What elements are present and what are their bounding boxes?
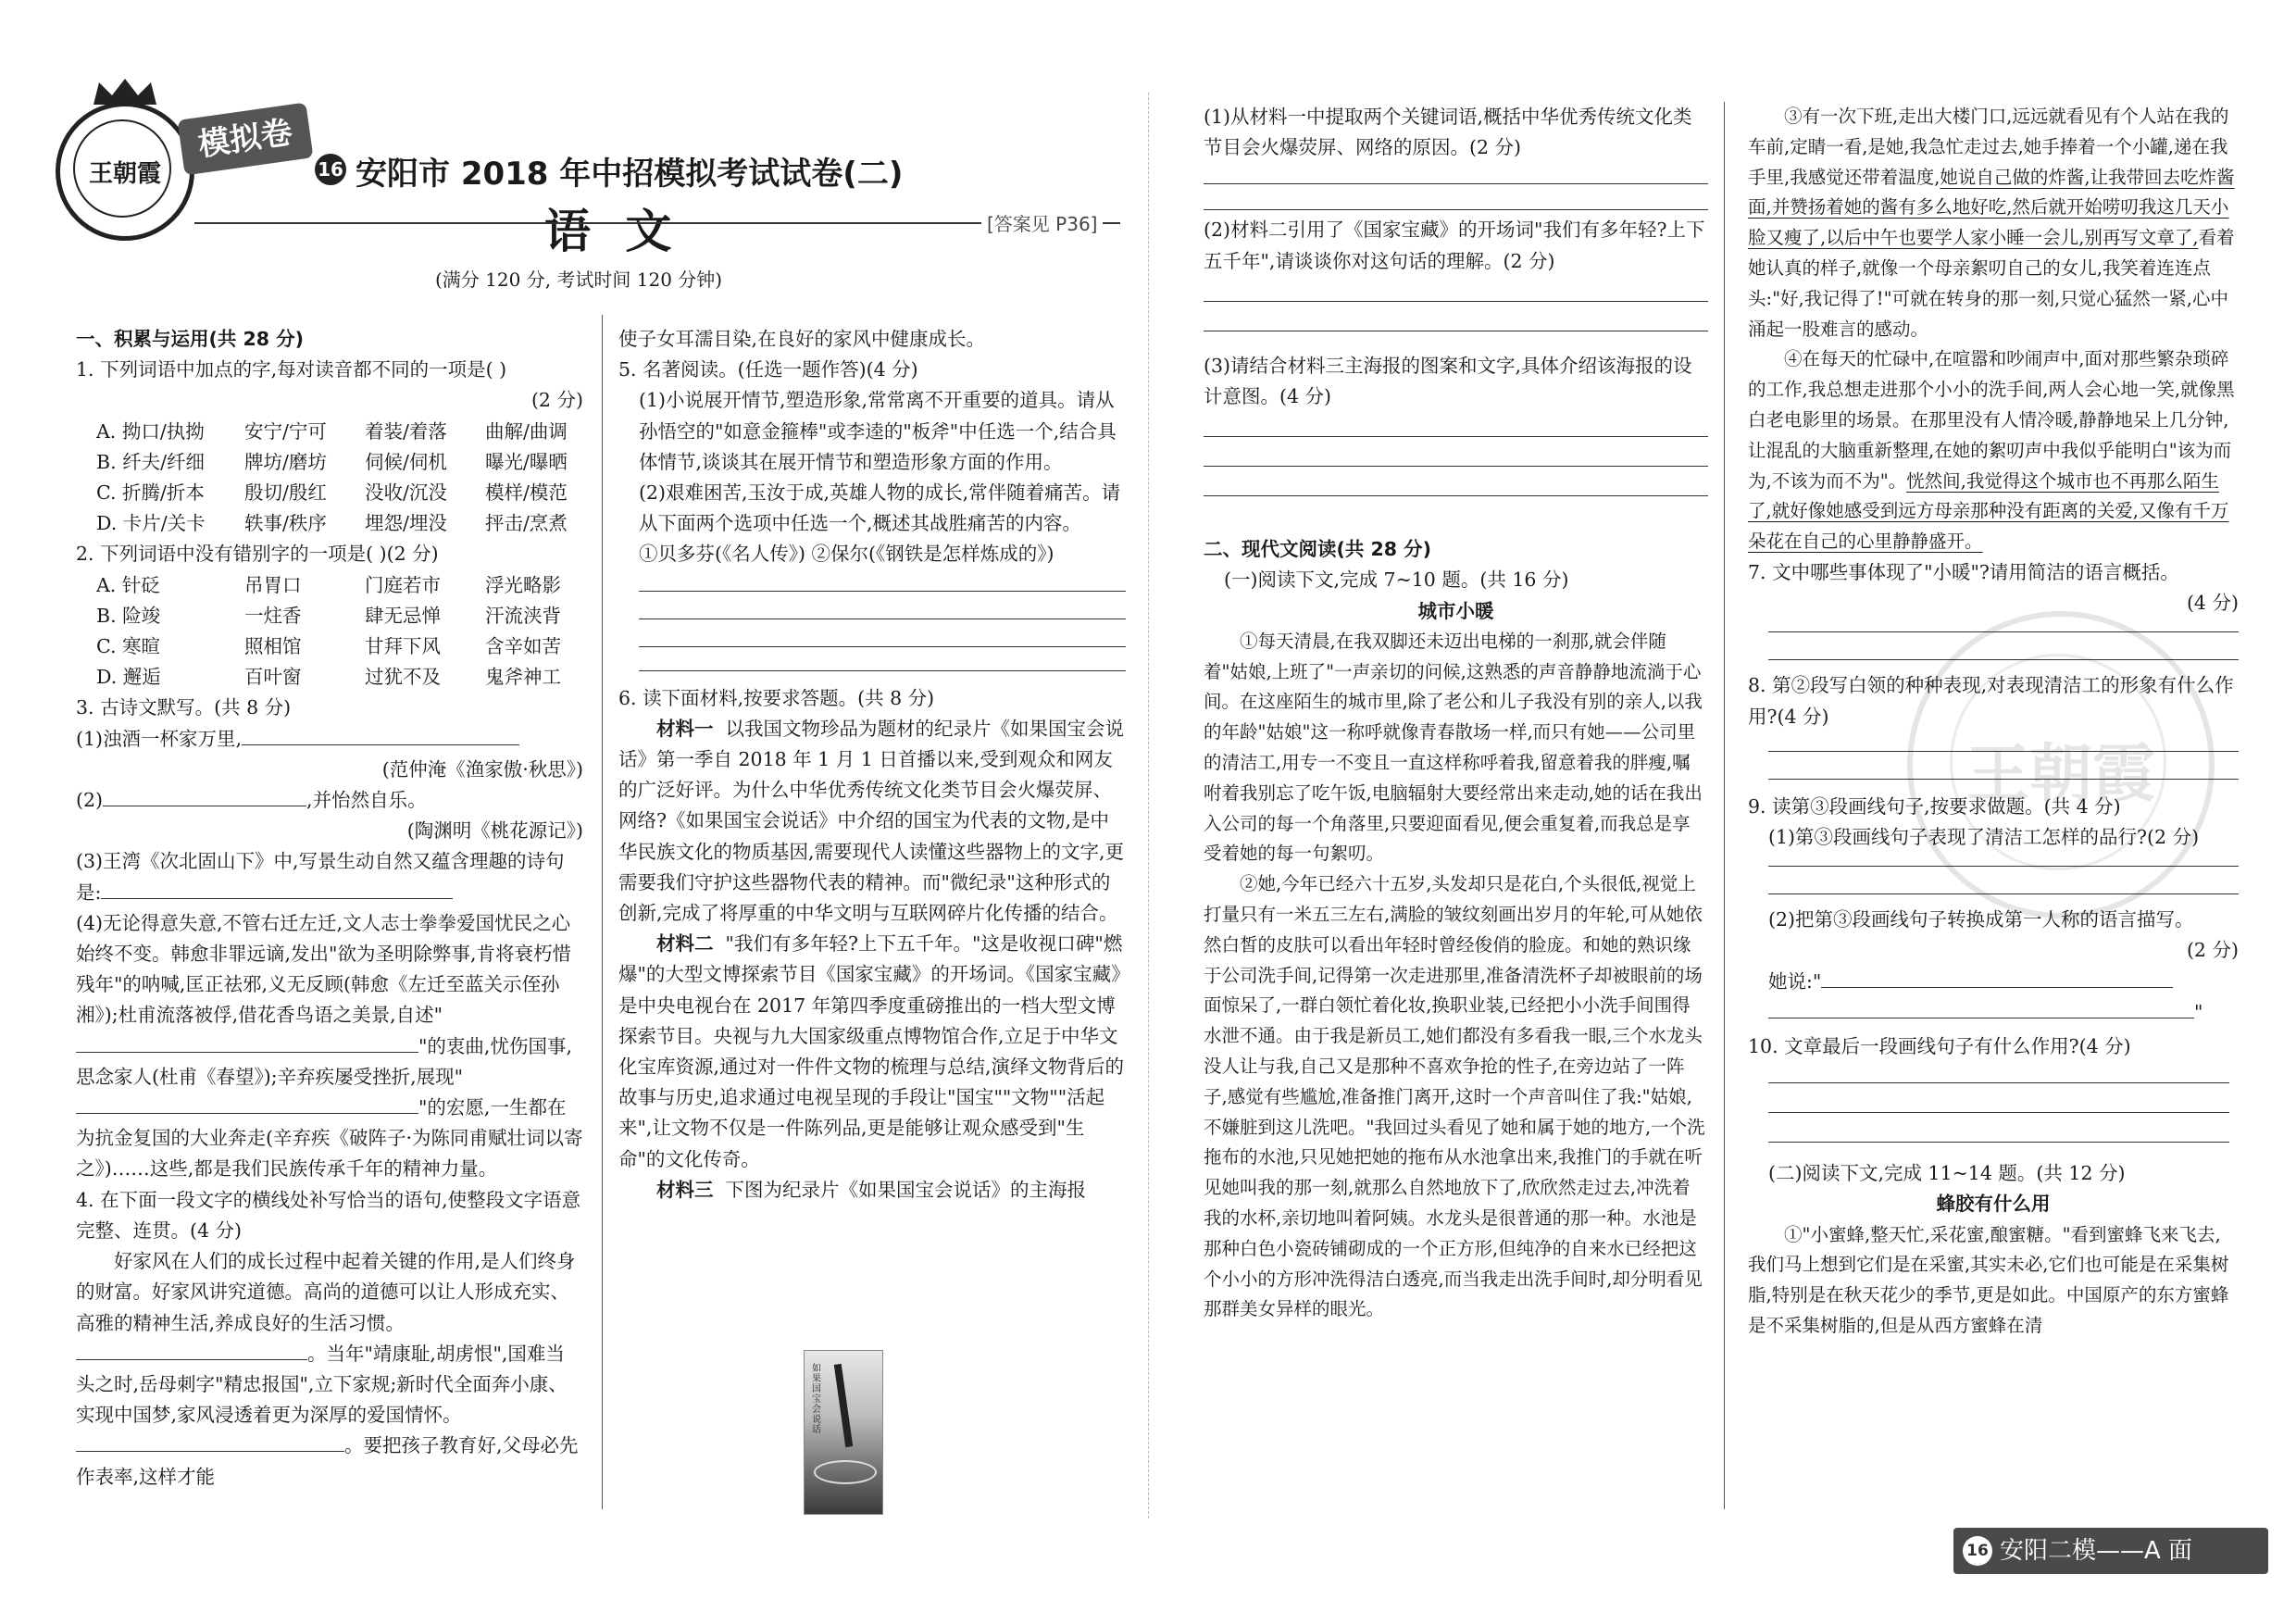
continued-text: 使子女耳濡目染,在良好的家风中健康成长。 <box>618 328 986 350</box>
column-3 <box>1204 102 1708 1325</box>
answer-reference: [答案见 P36] <box>981 209 1103 236</box>
question-5-1: (1)小说展开情节,塑造形象,常常离不开重要的道具。请从孙悟空的"如意金箍棒"或李逵的"板斧"中任选一个,结合具体情节,谈谈其在展开情节和塑造形象方面的作用。 <box>639 389 1117 473</box>
crown-icon <box>90 77 160 106</box>
section-heading: 一、积累与运用(共 28 分) <box>76 328 305 350</box>
question-9: 9. 读第③段画线句子,按要求做题。(共 4 分) <box>1748 794 2121 818</box>
question-3-4: (4)无论得意失意,不管右迁左迁,文人志士拳拳爱国忧民之心始终不变。韩愈非罪远谪,发出"欲为圣明除弊事,肯将衰朽惜残年"的呐喊,匡正祛邪,义无反顾(韩愈《左迁至蓝关示侄孙湘》);杜甫流落被俘,借花香鸟语之美景,自述""的衷曲,忧伤国事,思念家人(杜甫《春望》);辛弃疾屡受挫折,展现""的宏愿,一生都在为抗金复国的大业奔走(辛弃疾《破阵子·为陈同甫赋壮词以寄之》)……这些,都是我们民族传承千年的精神力量。 <box>76 911 583 1181</box>
article-title: 蜂胶有什么用 <box>1936 1193 2051 1216</box>
question-6-1: (1)从材料一中提取两个关键词语,概括中华优秀传统文化类节目会火爆荧屏、网络的原因。(2 分) <box>1204 106 1692 159</box>
watermark-text: 王朝霞 <box>1965 737 2155 811</box>
option-row: D. 邂逅 百叶窗 过犹不及 鬼斧神工 <box>96 666 561 689</box>
option-row: A. 拗口/执拗 安宁/宁可 着装/着落 曲解/曲调 <box>96 419 568 443</box>
documentary-poster <box>804 1350 883 1515</box>
paragraph-3: ③有一次下班,走出大楼门口,远远就看见有个人站在我的车前,定睛一看,是她,我急忙走过去,她手捧着一个小罐,递在我手里,我感觉还带着温度,她说自己做的炸酱,让我带回去吃炸酱面,并赞扬着她的酱有多么地好吃,然后就开始唠叨我这几天小脸又瘦了,以后中午也要学人家小睡一会儿,别再写文章了,看着她认真的样子,就像一个母亲絮叨自己的女儿,我笑着连连点头:"好,我记得了!"可就在转身的那一刻,只觉心猛然一紧,心中涌起一股难言的感动。 <box>1748 106 2235 340</box>
answer-lines[interactable] <box>618 570 1126 672</box>
answer-blank[interactable] <box>101 878 453 899</box>
answer-lines[interactable] <box>1748 732 2239 792</box>
question-3: 3. 古诗文默写。(共 8 分) <box>76 696 292 719</box>
question-9-2-answer: 她说:" <box>1748 967 2239 997</box>
question-10: 10. 文章最后一段画线句子有什么作用?(4 分) <box>1748 1034 2131 1057</box>
question-3-1: (1)浊酒一杯家万里, <box>76 724 583 755</box>
underlined-sentence: 她说自己做的炸酱,让我带回去吃炸酱面,并赞扬着她的酱有多么地好吃,然后就开始唠叨我这几天小脸又瘦了,以后中午也要学人家小睡一会儿,别再写文章了, <box>1748 166 2235 249</box>
answer-blank[interactable] <box>261 1431 344 1452</box>
question-7-score: (4 分) <box>2186 592 2239 615</box>
question-1: 1. 下列词语中加点的字,每对读音都不同的一项是( ) <box>76 358 507 381</box>
answer-blank[interactable] <box>298 1031 418 1053</box>
reading-2-intro: (二)阅读下文,完成 11~14 题。(共 12 分) <box>1768 1162 2126 1185</box>
option-row: D. 卡片/关卡 轶事/秩序 埋怨/埋没 抨击/烹煮 <box>96 512 568 535</box>
column-divider <box>1724 102 1725 1509</box>
mock-exam-badge: 模拟卷 <box>178 103 314 176</box>
answer-blank[interactable] <box>76 1339 307 1360</box>
question-5-2: (2)艰难困苦,玉汝于成,英雄人物的成长,常伴随着痛苦。请从下面两个选项中任选一个,概述其战胜痛苦的内容。 <box>639 481 1121 535</box>
logo-text: 王朝霞 <box>88 160 161 188</box>
column-4 <box>1748 102 2239 1342</box>
option-row: C. 折腾/折本 殷切/殷红 没收/沉没 模样/模范 <box>96 481 568 505</box>
option-row: B. 纤夫/纤细 牌坊/磨坊 伺候/伺机 曝光/曝晒 <box>96 450 568 473</box>
column-1 <box>76 324 583 1493</box>
question-9-2: (2)把第③段画线句子转换成第一人称的语言描写。 <box>1768 908 2194 931</box>
answer-blank[interactable] <box>242 724 519 745</box>
paragraph-1: ①每天清晨,在我双脚还未迈出电梯的一刹那,就会伴随着"姑娘,上班了"一声亲切的问候,这熟悉的声音静静地流淌于心间。在这座陌生的城市里,除了老公和儿子我没有别的亲人,以我的年龄"姑娘"这一称呼就像青春散场一样,而只有她——公司里的清洁工,用专一不变且一直这样称呼着我,留意着我的胖瘦,嘱咐着我别忘了吃午饭,电脑辐射大要经常出来走动,她的话在我出入公司的每一个角落里,只要迎面看见,便会重复着,而我总是享受着她的每一句絮叨。 <box>1204 630 1703 865</box>
question-5-2-options: ①贝多芬(《名人传》) ②保尔(《钢铁是怎样炼成的》) <box>639 543 1054 566</box>
option-row: A. 针砭 吊胃口 门庭若市 浮光略影 <box>96 573 561 596</box>
subject-title: 语 文 <box>544 205 681 258</box>
question-8: 8. 第②段写白领的种种表现,对表现清洁工的形象有什么作用?(4 分) <box>1748 674 2234 728</box>
answer-lines[interactable] <box>1204 163 1708 215</box>
question-3-2: (2) ,并怡然自乐。 <box>76 785 583 816</box>
logo-seal <box>56 102 194 241</box>
material-1: 材料一 以我国文物珍品为题材的纪录片《如果国宝会说话》第一季自 2018 年 1 月 1 日首播以来,受到观众和网友的广泛好评。为什么中华优秀传统文化类节目会火爆荧屏、网络?《如果国宝会说话》中介绍的国宝为代表的文物,是中华民族文化的物质基因,需要现代人读懂这些器物上的文字,更需要我们守护这些器物代表的精神。而"微纪录"这种形式的创新,完成了将厚重的中华文明与互联网碎片化传播的结合。 <box>618 717 1125 925</box>
question-7: 7. 文中哪些事体现了"小暖"?请用简洁的语言概括。 <box>1748 560 2179 583</box>
question-6-3: (3)请结合材料三主海报的图案和文字,具体介绍该海报的设计意图。(4 分) <box>1204 354 1692 408</box>
question-4-passage: 好家风在人们的成长过程中起着关键的作用,是人们终身的财富。好家风讲究道德。高尚的道德可以让人形成充实、高雅的精神生活,养成良好的生活习惯。。当年"靖康耻,胡虏恨",国难当头之时,岳母刺字"精忠报国",立下家规;新时代全面奔小康、实现中国梦,家风浸透着更为深厚的爱国情怀。。要把孩子教育好,父母必先作表率,这样才能 <box>76 1250 579 1488</box>
answer-blank[interactable] <box>103 785 306 806</box>
exam-number-badge: 16 <box>315 154 346 185</box>
poster-title: 如果国宝会说话 <box>812 1364 821 1435</box>
question-1-options <box>76 417 583 540</box>
answer-blank[interactable] <box>76 1093 298 1114</box>
column-divider <box>602 315 603 1509</box>
question-5: 5. 名著阅读。(任选一题作答)(4 分) <box>618 358 918 381</box>
paragraph-4: ④在每天的忙碌中,在喧嚣和吵闹声中,面对那些繁杂琐碎的工作,我总想走进那个小小的洗手间,两人会心地一笑,就像黑白老电影里的场景。在那里没有人情冷暖,静静地呆上几分钟,让混乱的大脑重新整理,在她的絮叨声中我似乎能明白"该为而为,不该为而不为"。恍然间,我觉得这个城市也不再那么陌生了,就好像她感受到远方母亲那种没有距离的关爱,又像有千万朵花在自己的心里静静盛开。 <box>1748 348 2235 553</box>
brush-icon <box>834 1364 853 1447</box>
question-9-2-score: (2 分) <box>2186 939 2239 962</box>
answer-lines[interactable] <box>1748 853 2239 905</box>
answer-lines[interactable] <box>1748 1062 2239 1155</box>
underlined-sentence: 恍然间,我觉得这个城市也不再那么陌生了,就好像她感受到远方母亲那种没有距离的关爱,又像有千万朵花在自己的心里静静盛开。 <box>1748 469 2229 553</box>
question-4: 4. 在下面一段文字的横线处补写恰当的语句,使整段文字语意完整、连贯。(4 分) <box>76 1188 581 1242</box>
answer-lines[interactable] <box>1204 277 1708 351</box>
option-row: B. 险竣 一炷香 肆无忌惮 汗流浃背 <box>96 604 561 627</box>
question-6: 6. 读下面材料,按要求答题。(共 8 分) <box>618 686 935 709</box>
question-2-options <box>76 570 583 694</box>
question-3-3: (3)王湾《次北固山下》中,写景生动自然又蕴含理趣的诗句是: <box>76 850 565 904</box>
exam-title: 安阳市 2018 年中招模拟考试试卷(二) <box>356 156 904 193</box>
page-footer <box>1953 1528 2268 1574</box>
answer-blank[interactable] <box>1821 967 2173 988</box>
question-9-1: (1)第③段画线句子表现了清洁工怎样的品行?(2 分) <box>1768 825 2200 848</box>
answer-blank[interactable] <box>1768 997 2194 1018</box>
question-2: 2. 下列词语中没有错别字的一项是( )(2 分) <box>76 543 439 566</box>
article-title: 城市小暖 <box>1417 599 1494 622</box>
answer-blank[interactable] <box>76 1031 298 1053</box>
footer-label: 安阳二模——A 面 <box>2000 1537 2193 1565</box>
option-row: C. 寒暄 照相馆 甘拜下风 含辛如苦 <box>96 635 561 658</box>
paragraph-2: ②她,今年已经六十五岁,头发却只是花白,个头很低,视觉上打量只有一米五三左右,满脸的皱纹刻画出岁月的年轮,可从她依然白皙的皮肤可以看出年轻时曾经俊俏的脸庞。和她的熟识缘于公司洗手间,记得第一次走进那里,准备清洗杯子却被眼前的场面惊呆了,一群白领忙着化妆,换职业装,已经把小小洗手间围得水泄不通。由于我是新员工,她们都没有多看我一眼,三个水龙头没人让与我,自己又是那种不喜欢争抢的性子,在旁边站了一阵子,感觉有些尴尬,准备推门离开,这时一个声音叫住了我:"姑娘,不嫌脏到这儿洗吧。"我回过头看见了她和属于她的地方,一个洗拖布的水池,只见她把她的拖布从水池拿出来,我推门的手就在听见她叫我的那一刻,就那么自然地放下了,欣欣然走过去,冲洗着我的水杯,亲切地叫着阿姨。水龙头是很普通的那一种。水池是那种白色小瓷砖铺砌成的一个正方形,但纯净的自来水已经把这个小小的方形冲洗得洁白透亮,而当我走出洗手间时,却分明看见那群美女异样的眼光。 <box>1204 873 1705 1320</box>
section-heading: 二、现代文阅读(共 28 分) <box>1204 538 1432 561</box>
question-9-2-answer-cont: " <box>1748 997 2239 1028</box>
answer-blank[interactable] <box>76 1431 261 1452</box>
page-fold <box>1148 93 1149 1518</box>
material-2: 材料二 "我们有多年轻?上下五千年。"这是收视口碑"燃爆"的大型文博探索节目《国家宝藏》的开场词。《国家宝藏》是中央电视台在 2017 年第四季度重磅推出的一档大型文博探索节目。央视与九大国家级重点博物馆合作,立足于中华文化宝库资源,通过对一件件文物的梳理与总结,演绎文物背后的故事与历史,追求通过电视呈现的手段让"国宝""文物""活起来",让文物不仅是一件陈列品,更是能够让观众感受到"生命"的文化传奇。 <box>618 932 1125 1170</box>
question-1-score: (2 分) <box>530 389 583 412</box>
answer-lines[interactable] <box>1204 412 1708 521</box>
question-3-2-source: (陶渊明《桃花源记》) <box>406 819 583 843</box>
question-6-2: (2)材料二引用了《国家宝藏》的开场词"我们有多年轻?上下五千年",请谈谈你对这句话的理解。(2 分) <box>1204 219 1705 272</box>
material-3: 材料三 下图为纪录片《如果国宝会说话》的主海报 <box>656 1178 1087 1201</box>
paragraph-b1: ①"小蜜蜂,整天忙,采花蜜,酿蜜糖。"看到蜜蜂飞来飞去,我们马上想到它们是在采蜜,其实未必,它们也可能是在采集树脂,特别是在秋天花少的季节,更是如此。中国原产的东方蜜蜂是不采集树脂的,但是从西方蜜蜂在清 <box>1748 1223 2229 1336</box>
question-3-1-source: (范仲淹《渔家傲·秋思》) <box>381 757 583 781</box>
footer-number: 16 <box>1963 1536 1992 1566</box>
column-2 <box>618 324 1126 1206</box>
answer-blank[interactable] <box>298 1093 418 1114</box>
exam-meta: (满分 120 分, 考试时间 120 分钟) <box>435 269 723 291</box>
reading-1-intro: (一)阅读下文,完成 7~10 题。(共 16 分) <box>1224 569 1569 592</box>
answer-lines[interactable] <box>1748 619 2239 670</box>
